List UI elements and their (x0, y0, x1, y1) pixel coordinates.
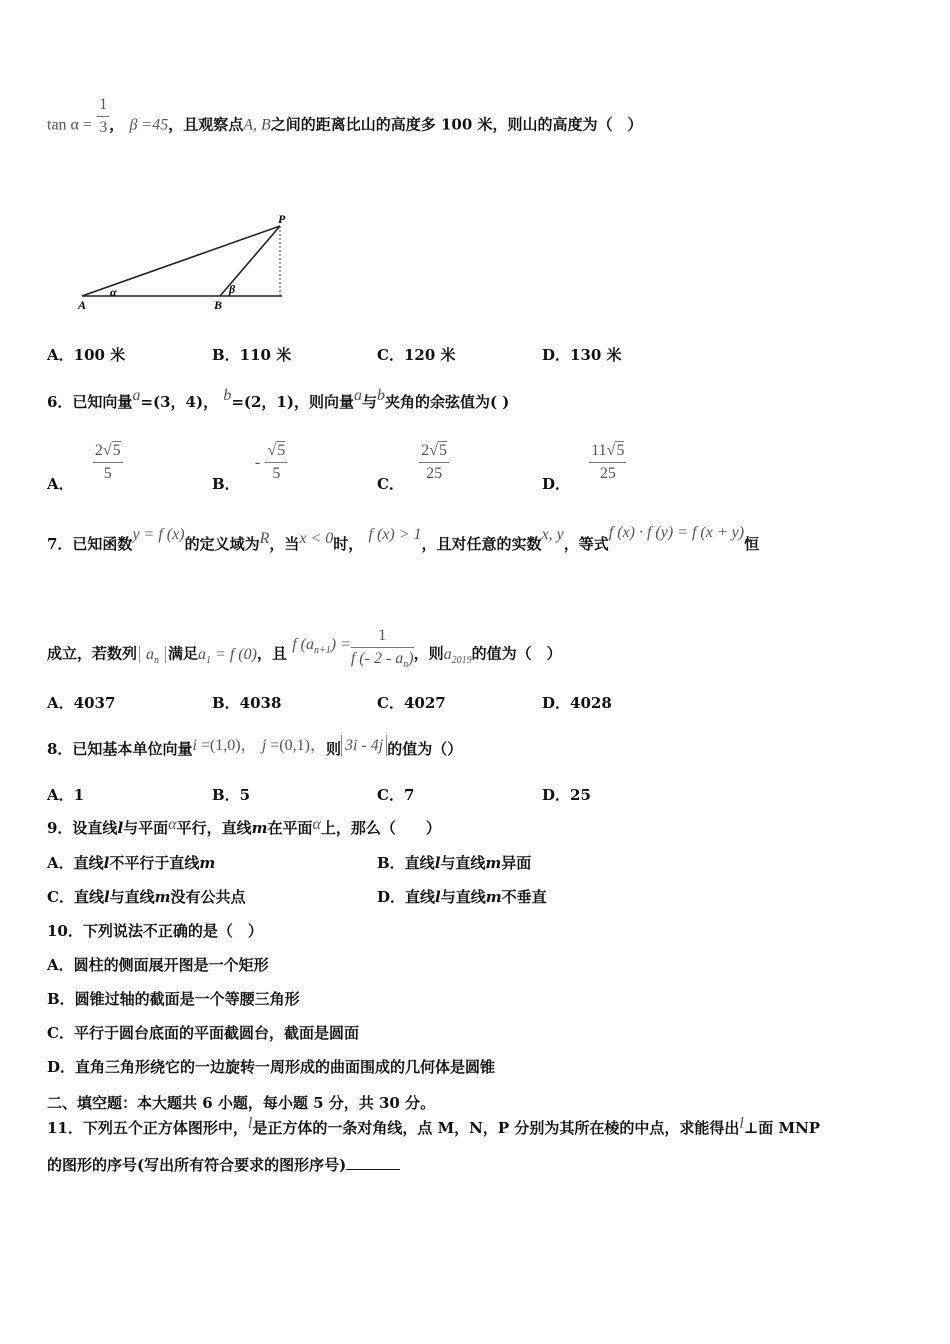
q6-d-fraction: $\frac{11√5}{25}$ (591, 442, 625, 482)
q6-option-a[interactable]: A． $\frac{2√5}{5}$ (47, 442, 121, 493)
q5-points: A, B (243, 116, 271, 134)
answer-blank[interactable] (346, 1155, 400, 1170)
q9-stem: 9．设直线l与平面α平行，直线m在平面α上，那么（ ） (47, 816, 441, 837)
q7-option-b[interactable]: B．4038 (212, 694, 282, 712)
q5-fraction: $\frac{1}{3}$ (99, 96, 108, 136)
vector-a: a (132, 387, 141, 404)
q6-stem: 6．已知向量a=(3，4)， b=(2，1)，则向量a与b夹角的余弦值为( ) (47, 387, 510, 411)
q7-stem-line1: 7．已知函数y = f (x)的定义域为R，当x < 0时， f (x) > 1，且对任意的实数x, y，等式f (x) · f (y) = f (x + y)恒 (47, 524, 760, 553)
q10-stem: 10．下列说法不正确的是（ ） (47, 922, 263, 940)
q7-option-d[interactable]: D．4028 (542, 694, 612, 712)
q9-option-a[interactable]: A．直线l不平行于直线m (47, 854, 216, 872)
section-2-heading: 二、填空题：本大题共 6 小题，每小题 5 分，共 30 分。 (47, 1094, 436, 1112)
q7-recurrence-fraction: $\frac{1}{f (- 2 - a_n)}$ (350, 627, 414, 671)
q6-option-b[interactable]: B． - $\frac{√5}{5}$ (212, 442, 286, 493)
q7-function: y = f (x) (132, 526, 185, 543)
vector-b: b (223, 387, 232, 404)
q7-option-c[interactable]: C．4027 (377, 694, 446, 712)
diagram-label-A: A (78, 298, 87, 312)
q11-stem-line1: 11．下列五个正方体图形中，l是正方体的一条对角线，点 M，N，P 分别为其所在棱的中点，求能得出l⊥面 MNP (47, 1115, 821, 1137)
q5-option-d[interactable]: D．130 米 (542, 346, 622, 364)
q6-c-fraction: $\frac{2√5}{25}$ (421, 442, 447, 482)
q10-option-b[interactable]: B．圆锥过轴的截面是一个等腰三角形 (47, 990, 300, 1008)
diagram-label-alpha: α (110, 285, 117, 299)
q8-option-a[interactable]: A．1 (47, 786, 85, 804)
q5-mountain-diagram (70, 208, 330, 318)
q7-equation: f (x) · f (y) = f (x + y) (608, 524, 745, 541)
q8-option-b[interactable]: B．5 (212, 786, 251, 804)
diagram-label-B: B (214, 298, 223, 312)
diagram-label-P: P (278, 212, 286, 226)
q6-b-fraction: $\frac{√5}{5}$ (267, 442, 286, 482)
diagram-label-beta: β (229, 282, 236, 296)
q8-stem: 8．已知基本单位向量i =(1,0)， j =(0,1)，则 3i - 4j 的值为（） (47, 737, 463, 758)
q9-option-c[interactable]: C．直线l与直线m没有公共点 (47, 888, 246, 906)
q10-option-d[interactable]: D．直角三角形绕它的一边旋转一周形成的曲面围成的几何体是圆锥 (47, 1058, 496, 1076)
q8-option-c[interactable]: C．7 (377, 786, 415, 804)
q6-a-fraction: $\frac{2√5}{5}$ (94, 442, 121, 482)
q5-tan-lhs: tan α = (47, 116, 92, 134)
q5-option-a[interactable]: A．100 米 (47, 346, 126, 364)
q7-sequence: $a_n$ (139, 646, 166, 663)
q10-option-c[interactable]: C．平行于圆台底面的平面截圆台，截面是圆面 (47, 1024, 359, 1042)
q5-option-b[interactable]: B．110 米 (212, 346, 292, 364)
q5-option-c[interactable]: C．120 米 (377, 346, 456, 364)
q5-stem: tan α = $\frac{1}{3}$ ， β =45，且观察点A, B之间的距离比山的高度多 100 米，则山的高度为（ ） (47, 112, 643, 139)
q10-option-a[interactable]: A．圆柱的侧面展开图是一个矩形 (47, 956, 269, 974)
q5-beta: β =45 (129, 116, 169, 134)
q6-option-d[interactable]: D． $\frac{11√5}{25}$ (542, 442, 625, 493)
q7-stem-line2: 成立，若数列 $a_n$ 满足$a_1 = f$ (0)，且 f $(a_{n+1})$ = $\frac{1}{f (- 2 - a_n)}$ ，则$a_{2019}$的值为（ ） (47, 633, 562, 676)
q8-abs-expression: 3i - 4j (341, 735, 387, 756)
q8-option-d[interactable]: D．25 (542, 786, 591, 804)
q7-option-a[interactable]: A．4037 (47, 694, 116, 712)
q6-option-c[interactable]: C． $\frac{2√5}{25}$ (377, 442, 447, 493)
q11-stem-line2: 的图形的序号(写出所有符合要求的图形序号) (47, 1155, 400, 1175)
q9-option-b[interactable]: B．直线l与直线m异面 (377, 854, 532, 872)
q9-option-d[interactable]: D．直线l与直线m不垂直 (377, 888, 547, 906)
